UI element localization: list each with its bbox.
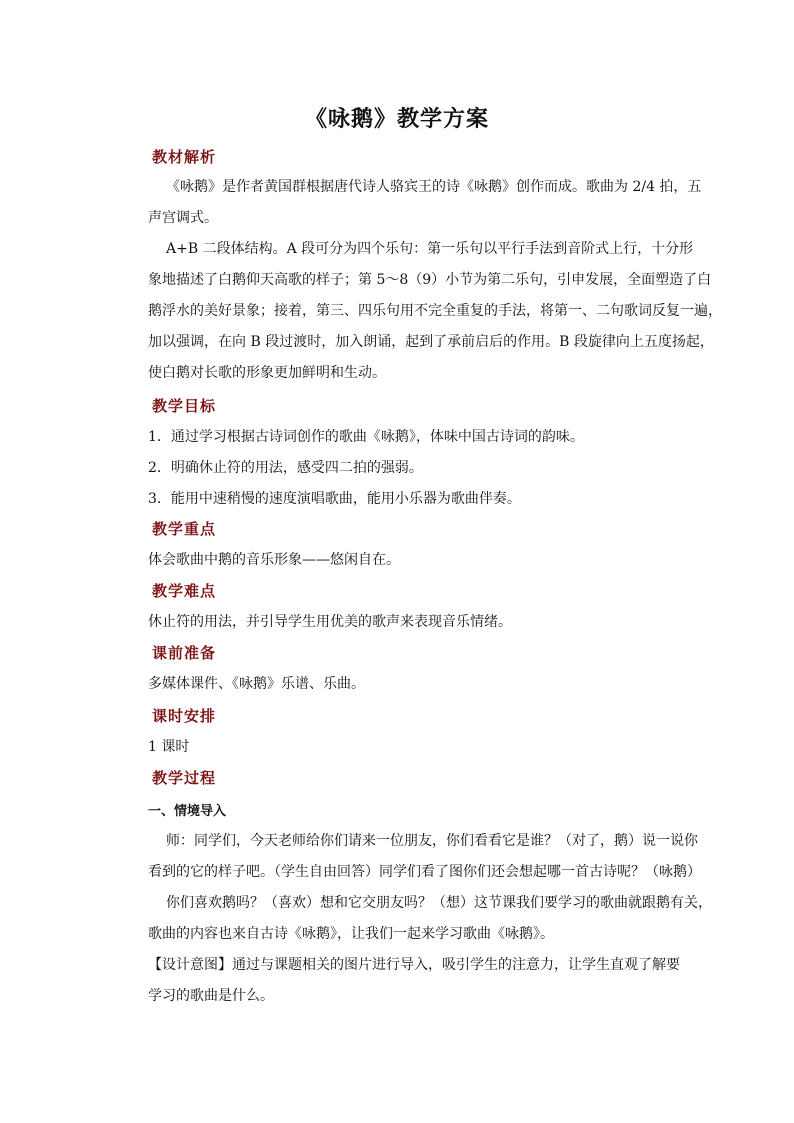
analysis-p1-line1: 《咏鹅》是作者黄国群根据唐代诗人骆宾王的诗《咏鹅》创作而成。歌曲为 2/4 拍，五: [166, 179, 702, 195]
process-p3-line2: 学习的歌曲是什么。: [148, 988, 274, 1004]
schedule-text: 1 课时: [148, 739, 190, 755]
process-p3-line1: 【设计意图】通过与课题相关的图片进行导入，吸引学生的注意力，让学生直观了解要: [148, 957, 680, 973]
analysis-p2-line4: 加以强调，在向 B 段过渡时，加入朗诵，起到了承前启后的作用。B 段旋律向上五度扬起，: [148, 334, 714, 350]
heading-key-points: 教学重点: [152, 520, 217, 538]
goal-item-1: 1．通过学习根据古诗词创作的歌曲《咏鹅》，体味中国古诗词的韵味。: [148, 429, 584, 445]
process-p2-line2: 歌曲的内容也来自古诗《咏鹅》，让我们一起来学习歌曲《咏鹅》。: [148, 926, 554, 942]
page-title: 《咏鹅》教学方案: [304, 106, 489, 132]
heading-goals: 教学目标: [152, 397, 217, 415]
process-p1-line2: 看到的它的样子吧。（学生自由回答）同学们看了图你们还会想起哪一首古诗呢？（咏鹅）: [148, 864, 701, 880]
analysis-p2-line1: A+B 二段体结构。A 段可分为四个乐句：第一乐句以平行手法到音阶式上行，十分形: [166, 241, 694, 257]
heading-preparation: 课前准备: [152, 644, 217, 662]
analysis-p1-line2: 声宫调式。: [148, 210, 218, 226]
goal-item-2: 2．明确休止符的用法，感受四二拍的强弱。: [148, 460, 423, 476]
difficulties-text: 休止符的用法，并引导学生用优美的歌声来表现音乐情绪。: [148, 614, 512, 630]
analysis-p2-line3: 鹅浮水的美好景象；接着，第三、四乐句用不完全重复的手法，将第一、二句歌词反复一遍，: [148, 303, 722, 319]
analysis-p2-line5: 使白鹅对长歌的形象更加鲜明和生动。: [148, 365, 386, 381]
heading-process: 教学过程: [152, 769, 217, 787]
process-p1-line1: 师：同学们，今天老师给你们请来一位朋友，你们看看它是谁？（对了，鹅）说一说你: [166, 833, 698, 849]
key-points-text: 体会歌曲中鹅的音乐形象——悠闲自在。: [148, 552, 400, 568]
heading-analysis: 教材解析: [152, 148, 217, 166]
heading-schedule: 课时安排: [152, 707, 217, 725]
heading-difficulties: 教学难点: [152, 582, 217, 600]
analysis-p2-line2: 象地描述了白鹅仰天高歌的样子；第 5～8（9）小节为第二乐句，引申发展，全面塑造了白: [148, 272, 712, 288]
process-p2-line1: 你们喜欢鹅吗？（喜欢）想和它交朋友吗？（想）这节课我们要学习的歌曲就跟鹅有关，: [166, 895, 712, 911]
process-step1-heading: 一、情境导入: [148, 804, 227, 819]
goal-item-3: 3．能用中速稍慢的速度演唱歌曲，能用小乐器为歌曲伴奏。: [148, 491, 521, 507]
preparation-text: 多媒体课件、《咏鹅》乐谱、乐曲。: [148, 676, 365, 692]
